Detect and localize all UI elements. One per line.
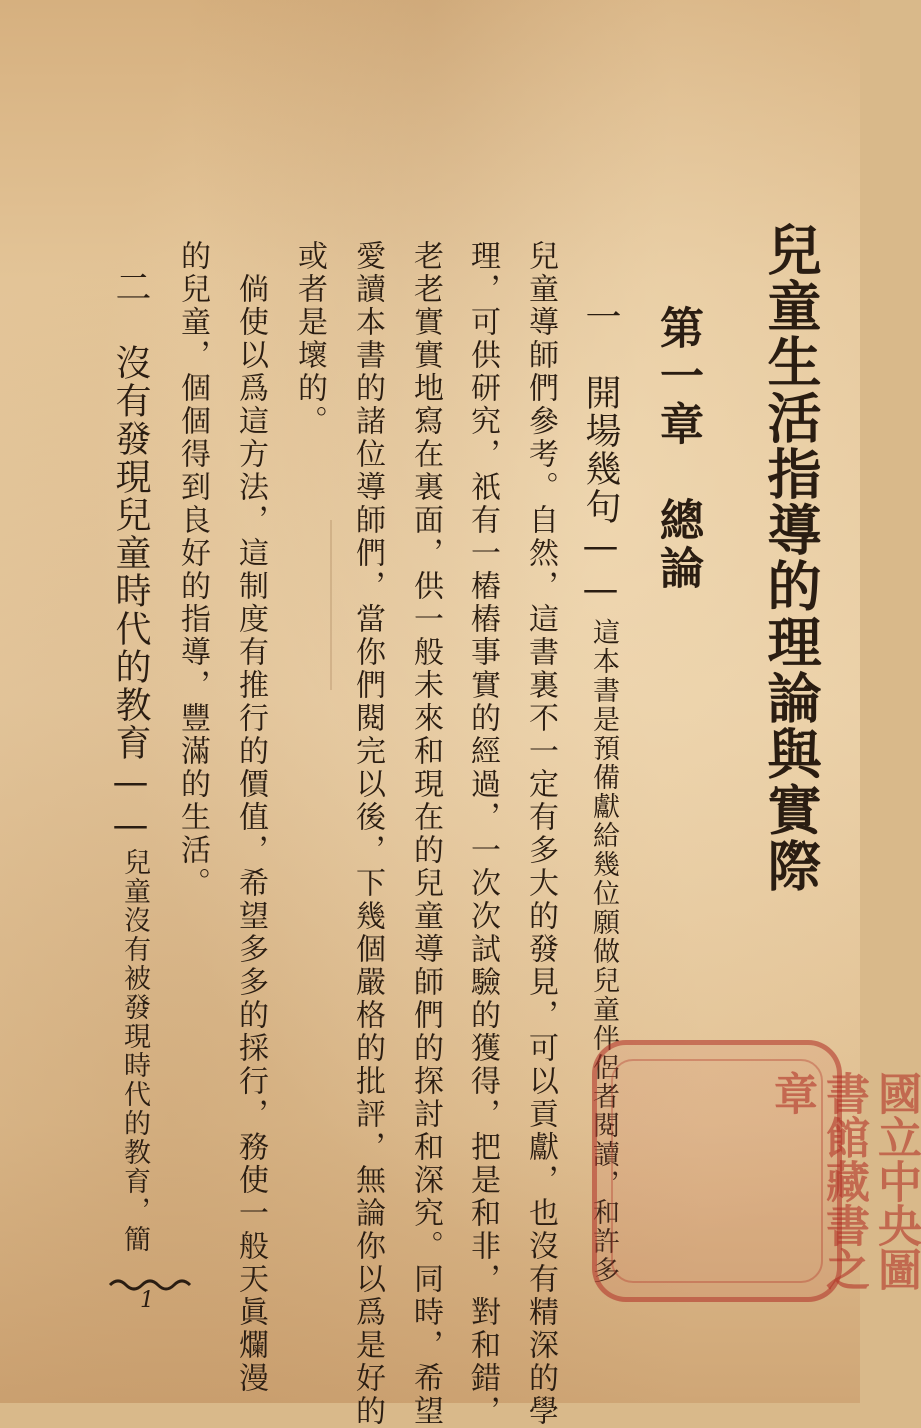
- paper-fold: [330, 520, 332, 690]
- section-2-line-1: 兒童沒有被發現時代的教育，簡: [119, 848, 150, 1254]
- section-1-line-8: 的兒童，個個得到良好的指導，豐滿的生活。: [175, 240, 210, 900]
- section-1-line-5: 愛讀本書的諸位導師們，當你們閱完以後，下幾個嚴格的批評，無論你以爲是好的: [350, 240, 385, 1428]
- section-1-line-1: 這本書是預備獻給幾位願做兒童伴侶者閱讀，和許多: [588, 618, 619, 1285]
- section-1-heading: 一 開場幾句——: [580, 298, 621, 612]
- seal-text: 國立中央圖書館藏書之章: [766, 1071, 921, 1291]
- page-number: 1: [140, 1288, 154, 1313]
- chapter-heading: 第一章 總論: [652, 305, 703, 593]
- section-1-line-4: 老老實實地寫在裏面，供一般未來和現在的兒童導師們的探討和深究。同時，希望: [408, 240, 443, 1428]
- section-1-line-7: 倘使以爲這方法，這制度有推行的價值，希望多多的採行，務使一般天眞爛漫: [233, 240, 268, 1395]
- section-1-line-6: 或者是壞的。: [292, 240, 327, 438]
- library-seal: [592, 1040, 921, 1302]
- section-2-heading: 二 沒有發現兒童時代的教育——: [110, 268, 151, 848]
- section-1-line-3: 理，可供研究，祇有一樁樁事實的經過，一次次試驗的獲得，把是和非，對和錯，: [465, 240, 500, 1428]
- section-1-line-2: 兒童導師們參考。自然，這書裏不一定有多大的發見，可以貢獻，也沒有精深的學: [523, 240, 558, 1428]
- book-title: 兒童生活指導的理論與實際: [759, 222, 822, 894]
